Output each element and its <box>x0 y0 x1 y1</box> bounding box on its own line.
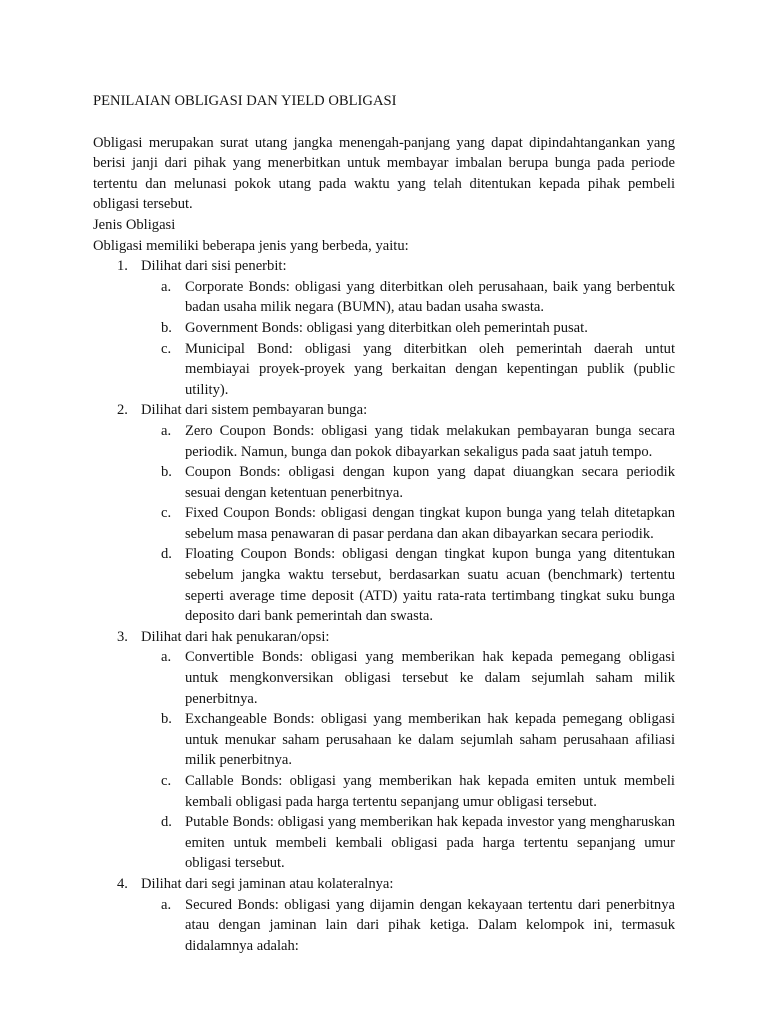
item-letter: c. <box>161 505 172 522</box>
document-title: PENILAIAN OBLIGASI DAN YIELD OBLIGASI <box>93 93 397 109</box>
item-letter: a. <box>161 422 172 439</box>
bond-type-item <box>141 895 675 957</box>
bond-type-item <box>141 318 675 339</box>
item-text: Fixed Coupon Bonds: obligasi dengan tingkat kupon bunga yang telah ditetapkan sebelum masa penawaran di pasar perdana dan akan dibayarkan secara periodik. <box>185 505 675 542</box>
category-item <box>93 256 675 400</box>
item-letter: b. <box>161 464 172 481</box>
item-letter: d. <box>161 546 172 563</box>
item-letter: c. <box>161 340 172 357</box>
item-letter: d. <box>161 814 172 831</box>
spacer <box>93 112 675 133</box>
category-item <box>93 874 675 956</box>
section-heading: Jenis Obligasi <box>93 216 176 233</box>
item-text: Callable Bonds: obligasi yang memberikan hak kepada emiten untuk membeli kembali obligasi pada harga tertentu sepanjang umur obligasi tersebut. <box>185 773 675 810</box>
item-letter: b. <box>161 711 172 728</box>
item-text: Secured Bonds: obligasi yang dijamin dengan kekayaan tertentu dari penerbitnya atau dengan jaminan lain dari pihak ketiga. Dalam kelompok ini, termasuk didalamnya adalah: <box>185 896 675 954</box>
item-letter: a. <box>161 649 172 666</box>
bond-type-list <box>141 647 675 874</box>
bond-type-item <box>141 339 675 401</box>
bond-type-item <box>141 421 675 462</box>
bond-type-item <box>141 771 675 812</box>
bond-category-list <box>93 256 675 956</box>
item-letter: a. <box>161 278 172 295</box>
item-text: Convertible Bonds: obligasi yang memberikan hak kepada pemegang obligasi untuk mengkonversikan obligasi tersebut ke dalam sejumlah saham milik penerbitnya. <box>185 649 675 707</box>
item-text: Floating Coupon Bonds: obligasi dengan tingkat kupon bunga yang ditentukan sebelum jangka waktu tersebut, berdasarkan suatu acuan (benchmark) tertentu seperti average time deposit (ATD) yaitu rata-rata tertimbang tingkat suku bunga deposito dari bank pemerintah dan swasta. <box>185 546 675 625</box>
item-text: Zero Coupon Bonds: obligasi yang tidak melakukan pembayaran bunga secara periodik. Namun, bunga dan pokok dibayarkan sekaligus pada saat jatuh tempo. <box>185 422 675 460</box>
category-item <box>93 627 675 874</box>
category-number: 2. <box>117 402 128 419</box>
bond-type-item <box>141 462 675 503</box>
category-number: 3. <box>117 628 128 645</box>
bond-type-item <box>141 503 675 544</box>
item-letter: a. <box>161 896 172 913</box>
category-label: Dilihat dari hak penukaran/opsi: <box>141 628 330 645</box>
item-text: Municipal Bond: obligasi yang diterbitkan oleh pemerintah daerah untut membiayai proyek-proyek yang berkaitan dengan kepentingan publik (public utility). <box>185 340 675 398</box>
bond-type-item <box>141 544 675 626</box>
bond-type-item <box>141 277 675 318</box>
document-page <box>93 91 675 956</box>
category-number: 4. <box>117 875 128 892</box>
bond-type-list <box>141 895 675 957</box>
bond-type-item <box>141 709 675 771</box>
bond-type-list <box>141 421 675 627</box>
bond-type-item <box>141 812 675 874</box>
item-text: Exchangeable Bonds: obligasi yang memberikan hak kepada pemegang obligasi untuk menukar saham perusahaan ke dalam sejumlah saham perusahaan afiliasi milik penerbitnya. <box>185 711 675 769</box>
category-label: Dilihat dari segi jaminan atau kolateralnya: <box>141 875 394 892</box>
item-text: Coupon Bonds: obligasi dengan kupon yang dapat diuangkan secara periodik sesuai dengan ketentuan penerbitnya. <box>185 464 675 501</box>
intro-paragraph: Obligasi merupakan surat utang jangka menengah-panjang yang dapat dipindahtangankan yang berisi janji dari pihak yang menerbitkan untuk membayar imbalan berupa bunga pada periode tertentu dan melunasi pokok utang pada waktu yang telah ditentukan kepada pihak pembeli obligasi tersebut. <box>93 134 675 213</box>
section-intro: Obligasi memiliki beberapa jenis yang berbeda, yaitu: <box>93 237 409 254</box>
category-item <box>93 400 675 627</box>
item-letter: c. <box>161 773 172 789</box>
category-label: Dilihat dari sisi penerbit: <box>141 258 287 275</box>
category-label: Dilihat dari sistem pembayaran bunga: <box>141 402 368 419</box>
item-text: Government Bonds: obligasi yang diterbitkan oleh pemerintah pusat. <box>185 319 588 336</box>
item-text: Corporate Bonds: obligasi yang diterbitkan oleh perusahaan, baik yang berbentuk badan usaha milik negara (BUMN), atau badan usaha swasta. <box>185 278 675 316</box>
bond-type-list <box>141 277 675 401</box>
item-letter: b. <box>161 319 172 336</box>
item-text: Putable Bonds: obligasi yang memberikan hak kepada investor yang mengharuskan emiten untuk membeli kembali obligasi pada harga tertentu sepanjang umur obligasi tersebut. <box>185 814 675 872</box>
bond-type-item <box>141 647 675 709</box>
category-number: 1. <box>117 258 128 275</box>
